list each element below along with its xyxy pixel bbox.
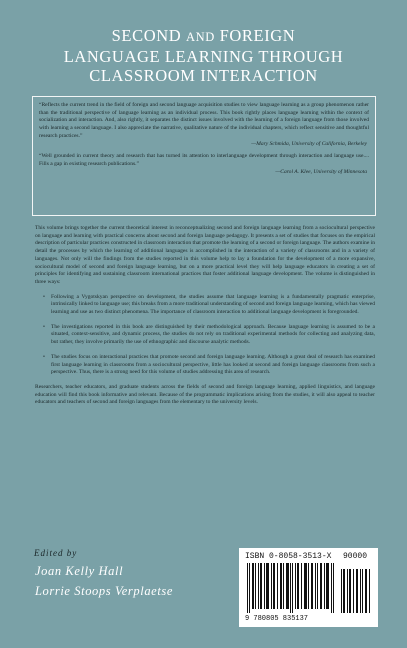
endorsement-attribution-2: —Carol A. Klee, University of Minnesota: [275, 168, 367, 175]
price-code: 90000: [343, 552, 368, 561]
feature-list: [35, 294, 375, 377]
title-line-3: CLASSROOM INTERACTION: [89, 66, 318, 85]
endorsement-quote-2: “Well grounded in current theory and research that has turned its attention to interlanguage development through interaction and language use.... Fills a gap in existing research publications.”: [39, 153, 369, 167]
endorsement-quote-1: “Reflects the current trend in the field of foreign and second language acquisition studies to view language learning as a group phenomenon rather than the traditional perspective of language learning as an individual process. This book rightly places language learning within the context of socialization and interaction. And, also rightly, it separates the distinct issues involved with the learning of a foreign language from those involved with learning a second language. I also appreciate the narrative, qualitative nature of the individual chapters, which reflect sensitive and thoughtful research practices.”: [39, 102, 369, 139]
description-intro: This volume brings together the current theoretical interest in reconceptualizing second and foreign language learning from a sociocultural perspective on language and learning with practical concerns about second and foreign language pedagogy. It presents a set of studies that focuses on the empirical description of particular practices constructed in classroom interaction that promote the learning of a second or foreign language. The authors examine in detail the processes by which the learning of additional languages is accomplished in the interaction of a variety of classrooms and in a variety of languages. Not only will the findings from the studies reported in this volume help to lay a foundation for the development of a more expansive, sociocultural model of second and foreign language learning, but on a more practical level they will help language educators in creating a set of principles for identifying and sustaining classroom international practices that foster additional language development. The volume is distinguished in three ways:: [35, 225, 375, 285]
feature-item: • The studies focus on interactional practices that promote second and foreign language learning. Although a great deal of research has examined first language learning in classrooms from a sociocultural perspective, little has looked at second and foreign language classrooms from such a perspective. Thus, there is a strong need for this volume of studies addressing this area of research.: [43, 353, 375, 376]
barcode-block: [239, 548, 378, 627]
book-title: [0, 26, 407, 85]
edited-by-label: Edited by: [34, 548, 78, 558]
bullet-icon: •: [43, 323, 45, 330]
ean-digits: 9 780805 835137: [245, 615, 309, 623]
endorsement-attribution-1: —Mary Schmida, University of California, Berkeley: [251, 140, 367, 147]
isbn-label: ISBN 0-8058-3513-X: [245, 552, 332, 561]
editor-name: Joan Kelly Hall: [35, 564, 124, 578]
description-closing: Researchers, teacher educators, and graduate students across the fields of second and foreign language learning, applied linguistics, and language education will find this book informative and relevant. Because of the programmatic implications arising from the studies, it will also appeal to teacher educators and teachers of second and foreign languages from the elementary to the university levels.: [35, 383, 375, 406]
editor-name: Lorrie Stoops Verplaetse: [35, 584, 174, 598]
feature-item: • The investigations reported in this book are distinguished by their methodological approach. Because language learning is assumed to be a situated, context-sensitive, and dynamic process, the studies do not rely on traditional experimental methods for collecting and analyzing data, but rather, they involve primarily the use of ethnographic and discourse analytic methods.: [43, 323, 375, 346]
endorsement-box: [32, 96, 376, 216]
title-line-1: SECOND AND FOREIGN: [111, 26, 296, 45]
bullet-icon: •: [43, 293, 45, 300]
barcode-icon: [245, 563, 372, 613]
bullet-icon: •: [43, 353, 45, 360]
title-line-2: LANGUAGE LEARNING THROUGH: [63, 47, 344, 66]
feature-item: • Following a Vygotskyan perspective on development, the studies assume that language learning is a fundamentally pragmatic enterprise, intrinsically linked to language use; this breaks from a more traditional understanding of second and foreign language learning, which has viewed learning and use as two distinct phenomena. The importance of classroom interaction to additional language development is foregrounded.: [43, 293, 375, 316]
book-description: [35, 225, 375, 407]
